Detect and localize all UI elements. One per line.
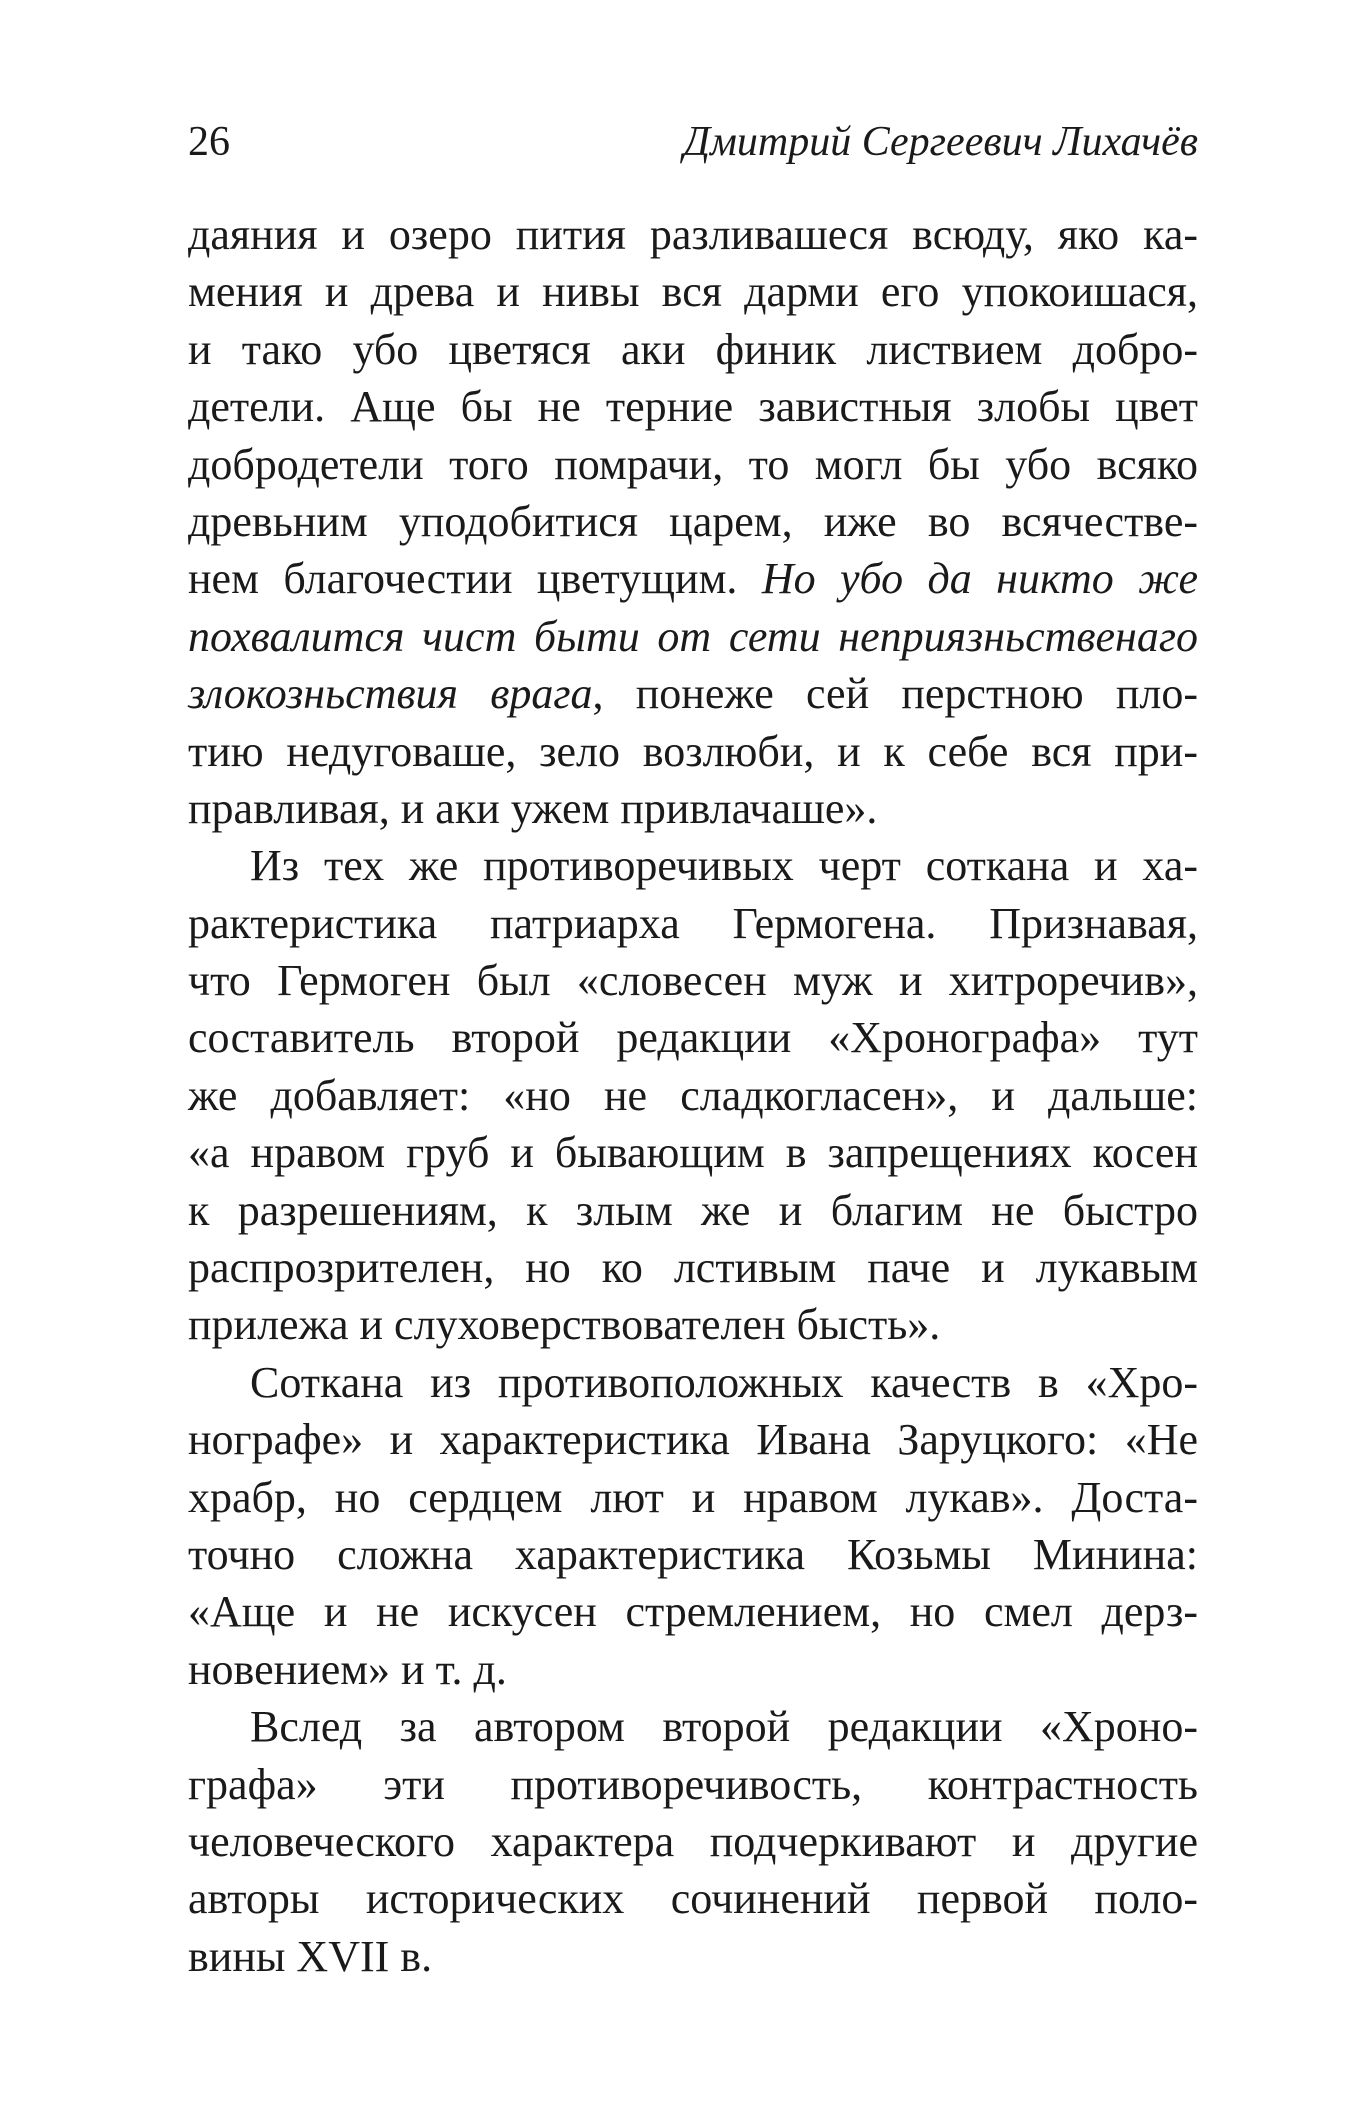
text-run: что Гермоген был «словесен муж и хитроречив», — [188, 956, 1198, 1006]
text-run: и тако убо цветяся аки финик листвием добро- — [188, 324, 1198, 374]
italic-run: Но убо да никто же — [761, 554, 1199, 604]
text-run: графа» эти противоречивость, контрастность — [188, 1759, 1198, 1809]
text-run: точно сложна характеристика Козьмы Минина: — [188, 1529, 1198, 1579]
text-run: детели. Аще бы не терние завистныя злобы цвет — [188, 382, 1198, 432]
text-run: Соткана из противоположных качеств в «Хро- — [250, 1357, 1198, 1407]
text-run: новением» и т. д. — [188, 1644, 507, 1694]
text-run: вины XVII в. — [188, 1931, 433, 1981]
text-run: древьним уподобитися царем, иже во всячестве- — [188, 496, 1198, 546]
italic-run: похвалится чист быти от сети неприязньственаго — [188, 611, 1198, 661]
text-run: правливая, и аки ужем привлачаше». — [188, 783, 878, 833]
text-line — [188, 895, 1198, 952]
text-line — [188, 1182, 1198, 1239]
text-line — [188, 206, 1198, 263]
text-run: составитель второй редакции «Хронографа» тут — [188, 1013, 1198, 1063]
book-page — [188, 118, 1198, 1985]
text-run: «Аще и не искусен стремлением, но смел дерз- — [188, 1587, 1198, 1637]
text-line — [188, 1411, 1198, 1468]
text-run: же добавляет: «но не сладкогласен», и дальше: — [188, 1070, 1198, 1120]
text-run: к разрешениям, к злым же и благим не быстро — [188, 1185, 1198, 1235]
text-line — [188, 608, 1198, 665]
text-line — [188, 1067, 1198, 1124]
text-run: авторы исторических сочинений первой поло- — [188, 1874, 1198, 1924]
running-head — [188, 118, 1198, 166]
text-line — [188, 1239, 1198, 1296]
text-run: рактеристика патриарха Гермогена. Признавая, — [188, 898, 1198, 948]
text-line — [188, 378, 1198, 435]
text-line — [188, 665, 1198, 722]
text-line — [188, 1124, 1198, 1181]
text-run: храбр, но сердцем лют и нравом лукав». Доста- — [188, 1472, 1198, 1522]
text-run: Вслед за автором второй редакции «Хроно- — [250, 1702, 1198, 1752]
text-run: распрозрителен, но ко лстивым паче и лукавым — [188, 1243, 1198, 1293]
text-line — [188, 1009, 1198, 1066]
text-run: , понеже сей перстною пло- — [592, 669, 1199, 719]
text-line — [188, 1813, 1198, 1870]
text-run: даяния и озеро пития разливашеся всюду, яко ка- — [188, 210, 1198, 259]
text-run: нем благочестии цветущим. — [188, 554, 762, 604]
text-line — [188, 1354, 1198, 1411]
text-line — [188, 723, 1198, 780]
text-run: нографе» и характеристика Ивана Заруцкого: «Не — [188, 1415, 1198, 1465]
text-line — [188, 780, 1198, 837]
text-line — [188, 1756, 1198, 1813]
text-line — [188, 1526, 1198, 1583]
text-line — [188, 263, 1198, 320]
running-head-author: Дмитрий Сергеевич Лихачёв — [683, 119, 1198, 165]
text-line — [188, 321, 1198, 378]
text-run: добродетели того помрачи, то могл бы убо всяко — [188, 439, 1198, 489]
italic-run: злокозньствия врага — [188, 669, 593, 719]
text-run: тию недуговаше, зело возлюби, и к себе вся при- — [188, 726, 1198, 776]
text-line — [188, 837, 1198, 894]
text-line — [188, 1583, 1198, 1640]
body-text — [188, 206, 1198, 1985]
text-run: человеческого характера подчеркивают и другие — [188, 1816, 1198, 1866]
text-line — [188, 1870, 1198, 1927]
text-run: Из тех же противоречивых черт соткана и ха- — [250, 841, 1198, 891]
text-line — [188, 1641, 1198, 1698]
text-line — [188, 952, 1198, 1009]
text-line — [188, 1928, 1198, 1985]
text-run: «а нравом груб и бывающим в запрещениях косен — [188, 1128, 1198, 1178]
text-line — [188, 1698, 1198, 1755]
text-run: мения и древа и нивы вся дарми его упокоишася, — [188, 267, 1198, 317]
page-number: 26 — [188, 119, 230, 165]
text-line — [188, 1469, 1198, 1526]
text-line — [188, 550, 1198, 607]
text-line — [188, 1296, 1198, 1353]
text-run: прилежа и слуховерствователен бысть». — [188, 1300, 941, 1350]
text-line — [188, 493, 1198, 550]
text-line — [188, 436, 1198, 493]
